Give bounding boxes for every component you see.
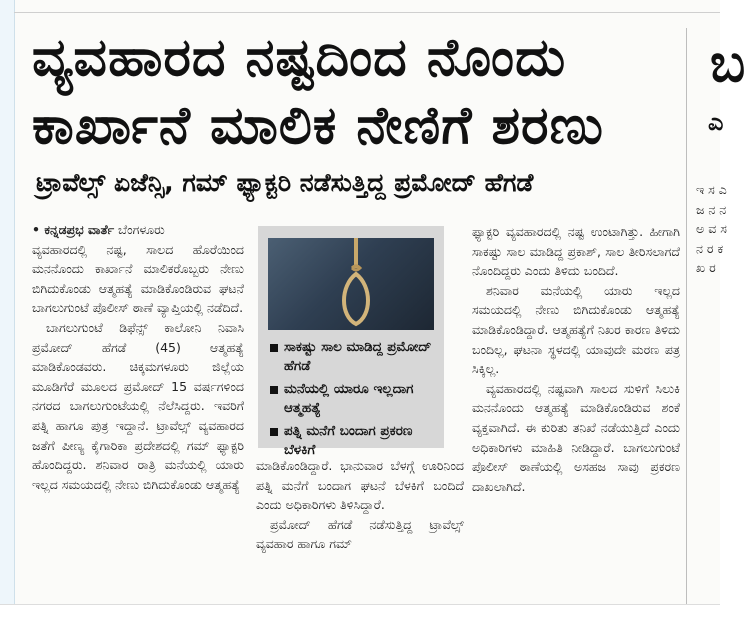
adjacent-headline: ಬ <box>710 34 745 94</box>
bullet-icon: • <box>32 222 45 237</box>
paragraph: ಫ್ಯಾಕ್ಟರಿ ವ್ಯವಹಾರದಲ್ಲಿ ನಷ್ಟ ಉಂಟಾಗಿತ್ತು. ಹೀಗಾಗಿ ಸಾಕಷ್ಟು ಸಾಲ ಮಾಡಿದ್ದ ಪ್ರಕಾಶ್, ಸಾಲ ತೀರಿಸಲಾಗದೆ ನೊಂದಿದ್ದರು ಎಂದು ತಿಳಿದು ಬಂದಿದೆ. <box>472 224 680 279</box>
square-bullet-icon <box>270 386 278 394</box>
byline-place: ಬೆಂಗಳೂರು <box>118 222 165 237</box>
bottom-margin <box>0 604 720 624</box>
byline-agency: ಕನ್ನಡಪ್ರಭ ವಾರ್ತೆ <box>44 222 115 237</box>
adjacent-text: ಇ ಸ ಎ ಜ ನ ನ ಅ ವ ಸ ನ ರ ಕ ಖ ರ <box>696 182 727 276</box>
top-rule <box>14 12 720 13</box>
article-column-3 <box>472 222 680 496</box>
page-left-margin <box>0 0 15 623</box>
paragraph: ಬಾಗಲುಗುಂಟೆ ಡಿಫೆನ್ಸ್ ಕಾಲೋನಿ ನಿವಾಸಿ ಪ್ರಮೋದ್ ಹೆಗಡೆ (45) ಆತ್ಮಹತ್ಯೆ ಮಾಡಿಕೊಂಡವರು. ಚಿಕ್ಕಮಗಳೂರು ಜಿಲ್ಲೆಯ ಮೂಡಿಗೆರೆ ಮೂಲದ ಪ್ರಮೋದ್ 15 ವರ್ಷಗಳಿಂದ ನಗರದ ಬಾಗಲುಗುಂಟೆಯಲ್ಲಿ ನೆಲೆಸಿದ್ದರು. ಇವರಿಗೆ ಪತ್ನಿ ಹಾಗೂ ಪುತ್ರ ಇದ್ದಾನೆ. ಟ್ರಾವೆಲ್ಸ್ ವ್ಯವಹಾರದ ಜತೆಗೆ ಪೀಣ್ಯ ಕೈಗಾರಿಕಾ ಪ್ರದೇಶದಲ್ಲಿ ಗಮ್ ಫ್ಯಾಕ್ಟರಿ ಹೊಂದಿದ್ದರು. ಶನಿವಾರ ರಾತ್ರಿ ಮನೆಯಲ್ಲಿ ಯಾರು ಇಲ್ಲದ ಸಮಯದಲ್ಲಿ ನೇಣು ಬಿಗಿದುಕೊಂಡು ಆತ್ಮಹತ್ಯೆ <box>32 319 244 492</box>
paragraph: ಮಾಡಿಕೊಂಡಿದ್ದಾರೆ. ಭಾನುವಾರ ಬೆಳಗ್ಗೆ ಊರಿನಿಂದ ಪತ್ನಿ ಮನೆಗೆ ಬಂದಾಗ ಘಟನೆ ಬೆಳಕಿಗೆ ಬಂದಿದೆ ಎಂದು ಅಧಿಕಾರಿಗಳು ತಿಳಿಸಿದ್ದಾರೆ. <box>256 458 464 513</box>
paragraph: ವ್ಯವಹಾರದಲ್ಲಿ ನಷ್ಟವಾಗಿ ಸಾಲದ ಸುಳಿಗೆ ಸಿಲುಕಿ ಮನನೊಂದು ಆತ್ಮಹತ್ಯೆ ಮಾಡಿಕೊಂಡಿರುವ ಶಂಕೆ ವ್ಯಕ್ತವಾಗಿದೆ. ಈ ಕುರಿತು ತನಿಖೆ ನಡೆಯುತ್ತಿದೆ ಎಂದು ಅಧಿಕಾರಿಗಳು ಮಾಹಿತಿ ನೀಡಿದ್ದಾರೆ. ಬಾಗಲುಗುಂಟೆ ಪೊಲೀಸ್ ಠಾಣೆಯಲ್ಲಿ ಅಸಹಜ ಸಾವು ಪ್ರಕರಣ ದಾಖಲಾಗಿದೆ. <box>472 380 680 494</box>
sidebar-point: ಮನೆಯಲ್ಲಿ ಯಾರೂ ಇಲ್ಲದಾಗ ಆತ್ಮಹತ್ಯೆ <box>268 380 440 418</box>
paragraph: ಶನಿವಾರ ಮನೆಯಲ್ಲಿ ಯಾರು ಇಲ್ಲದ ಸಮಯದಲ್ಲಿ ನೇಣು ಬಿಗಿದುಕೊಂಡು ಆತ್ಮಹತ್ಯೆ ಮಾಡಿಕೊಂಡಿದ್ದಾರೆ. ಆತ್ಮಹತ್ಯೆಗೆ ನಿಖರ ಕಾರಣ ತಿಳಿದು ಬಂದಿಲ್ಲ, ಘಟನಾ ಸ್ಥಳದಲ್ಲಿ ಯಾವುದೇ ಮರಣ ಪತ್ರ ಸಿಕ್ಕಿಲ್ಲ. <box>472 282 680 377</box>
article-column-1 <box>32 220 244 494</box>
sidebar-point: ಪತ್ನಿ ಮನೆಗೆ ಬಂದಾಗ ಪ್ರಕರಣ ಬೆಳಕಿಗೆ <box>268 422 440 460</box>
sidebar-box <box>258 226 444 458</box>
paragraph: ಪ್ರಮೋದ್ ಹೆಗಡೆ ನಡೆಸುತ್ತಿದ್ದ ಟ್ರಾವೆಲ್ಸ್ ವ್ಯವಹಾರ ಹಾಗೂ ಗಮ್ <box>256 516 464 552</box>
headline-line-2: ಕಾರ್ಖಾನೆ ಮಾಲಿಕ ನೇಣಿಗೆ ಶರಣು <box>32 96 604 156</box>
sidebar-points <box>268 338 440 464</box>
subheadline: ಟ್ರಾವೆಲ್ಸ್ ಏಜೆನ್ಸಿ, ಗಮ್ ಫ್ಯಾಕ್ಟರಿ ನಡೆಸುತ್ತಿದ್ದ ಪ್ರಮೋದ್ ಹೆಗಡೆ <box>36 168 534 197</box>
sidebar-point: ಸಾಕಷ್ಟು ಸಾಲ ಮಾಡಿದ್ದ ಪ್ರಮೋದ್ ಹೆಗಡೆ <box>268 338 440 376</box>
headline-line-1: ವ್ಯವಹಾರದ ನಷ್ಟದಿಂದ ನೊಂದು <box>32 28 567 88</box>
column-divider <box>686 28 687 608</box>
square-bullet-icon <box>270 344 278 352</box>
paragraph: ವ್ಯವಹಾರದಲ್ಲಿ ನಷ್ಟ, ಸಾಲದ ಹೊರೆಯಿಂದ ಮನನೊಂದು ಕಾರ್ಖಾನೆ ಮಾಲಿಕರೊಬ್ಬರು ನೇಣು ಬಿಗಿದುಕೊಂಡು ಆತ್ಮಹತ್ಯೆ ಮಾಡಿಕೊಂಡಿರುವ ಘಟನೆ ಬಾಗಲುಗುಂಟೆ ಪೊಲೀಸ್ ಠಾಣೆ ವ್ಯಾಪ್ತಿಯಲ್ಲಿ ನಡೆದಿದೆ. <box>32 241 244 316</box>
square-bullet-icon <box>270 428 278 436</box>
article-column-2 <box>256 456 464 554</box>
noose-photo <box>268 238 434 330</box>
byline <box>32 220 244 240</box>
noose-icon <box>268 238 434 330</box>
adjacent-story <box>690 0 745 604</box>
adjacent-subhead: ಎ <box>708 108 724 136</box>
